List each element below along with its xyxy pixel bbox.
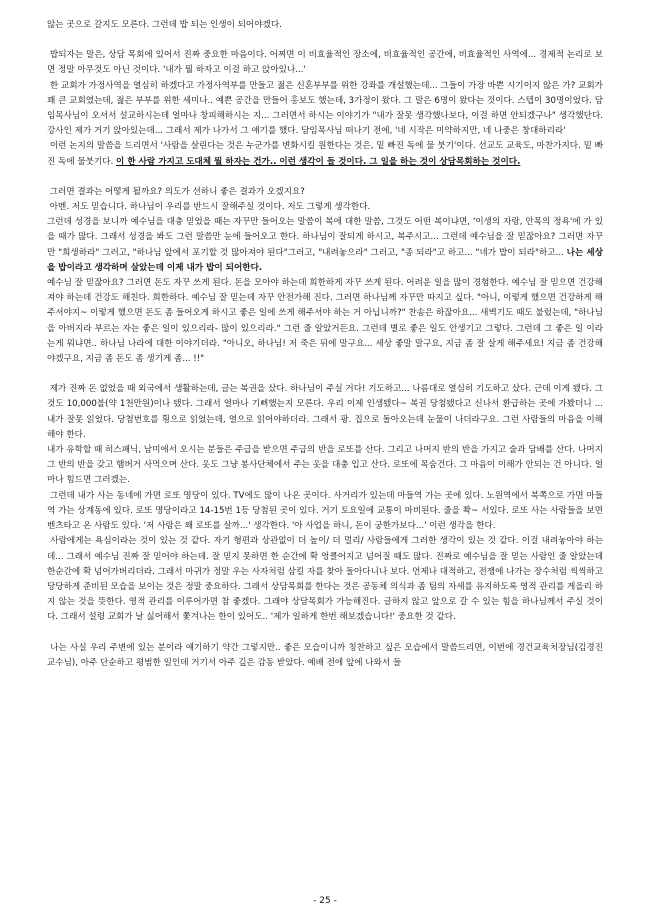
paragraph-4	[47, 185, 603, 200]
paragraph-12	[47, 641, 603, 671]
paragraph-9: 내가 유학할 때 히스패닉, 남미에서 오시는 분들은 주급을 받으면 주급의 반을 로또를 산다. 그리고 나머지 반의 반을 가지고 술과 담배를 산다. 나머지 그 반의 반을 갖고 햄버거 사먹으며 산다. 옷도 그냥 봉사단체에서 주는 옷을 대충 입고 산다. 로또에 목숨건다. 그 마음이 이해가 안되는 건 아니다. 얼마나 힘드면 그러겠는.	[47, 445, 603, 486]
paragraph-6-text: 그런데 성경을 보니까 예수님을 대충 믿었을 때는 자꾸만 들어오는 말씀이 복에 대한 말씀, 그것도 어떤 복이냐면, '이생의 자랑, 안목의 정욕'에 가 있을 때가 많다. 그래서 성경을 봐도 그런 말씀만 눈에 들어오고 한다. 하나님이 잘되게 하시고, 복주시고... 그런데 예수님을 잘 믿잖아요? 그러면 자꾸만 "희생하라" 그러고, "하나님 앞에서 포기할 것 많아져야 된다"그러고, "내려놓으라" 그러고, "종 되라"고 하고... "네가 밥이 되라"하고...	[47, 217, 603, 258]
paragraph-5	[47, 200, 603, 215]
paragraph-8-text: 제가 진짜 돈 없었을 때 외국에서 생활하는데, 글는 복권을 샀다. 하나님이 주실 거다! 기도하고... 나름대로 열심히 기도하고 샀다. 근데 이게 됐다. 그것도 10,000불(약 1천만원)이나 됐다. 그래서 얼마나 기뻐했는지 모른다. 우리 이제 인생됐다~ 복권 당첨됐다고 신나서 환급하는 곳에 가봤더니 ... 내가 잘못 읽었다. 당첨번호를 횡으로 읽었는데, 열으로 읽어야하더라. 그래서 팡. 집으로 돌아오는데 눈물이 나더라구요. 그런 사람들의 마음을 이해해야 한다.	[47, 384, 604, 440]
paragraph-10-text: 그런데 내가 사는 동네에 가면 로또 명당이 있다. TV에도 많이 나온 곳이다. 사거리가 있는데 마들역 가는 곳에 있다. 노원역에서 북쪽으로 가면 마들역 가는 상계동에 있다. 로또 명당이라고 14-15번 1등 당첨된 곳이 있다. 거기 토요일에 교통이 마비된다. 줄을 쫙~ 서있다. 로또 사는 사람들을 보면 벤츠타고 온 사람도 있다. '저 사람은 왜 로또를 살까...' 생각한다. '아 사업을 하니, 돈이 궁한가보다...' 이런 생각을 한다.	[47, 490, 603, 532]
paragraph-11-text: 사람에게는 욕심이라는 것이 있는 것 같다. 자기 형편과 상관없이 더 높이/ 더 멀리/ 사람들에게 그러한 생각이 있는 것 같다. 이걸 내려놓아야 하는데... 그래서 예수님 진짜 잘 믿어야 하는데. 잘 믿지 못하면 한 순간에 확 엉클어지고 넘어질 때도 많다. 진짜로 예수님을 잘 믿는 사람인 줄 알았는데 한순간에 확 넘어가버리더라. 그래서 마귀가 정말 우는 사자처럼 삼킬 자를 찾아 돌아다니나 보다. 언제나 대적하고, 전쟁에 나가는 장수처럼 씩씩하고 당당하게 준비된 모습을 보이는 것은 정말 중요하다. 그래서 상담목회를 한다는 것은 공동체 의식과 좀 팀의 자세를 유지하도록 영적 관리를 게을리 하지 않는 것을 뜻한다. 영적 관리를 이루어가면 참 좋겠다. 그래야 상담목회가 가능해진다. 글하지 않고 앞으로 갈 수 있는 힘을 하나님께서 주실 것이다. 그래서 설령 교회가 날 싫어해서 쫓겨나는 한이 있어도.. '제가 일하게 한번 해보겠습니다!' 중요한 것 같다.	[47, 536, 604, 623]
paragraph-2-text: 한 교회가 가정사역을 열심히 하겠다고 가정사역부를 만들고 젊은 신혼부부를 위한 강좌를 개설했는데... 그들이 가장 바쁜 시기이지 않은 가? 교회가 꽤 큰 교회였는데, 젊은 부부를 위한 세미나.. 예쁜 공간을 만들어 홍보도 했는데, 3가정이 왔다. 그 말은 6명이 왔다는 것이다. 스텝이 30명이었다. 담임목사님이 오셔서 설교하시는데 얼마나 창피해하시는 지... 그러면서 하시는 이야기가 "내가 잘못 생각했나보다, 이걸 하면 안되겠구나" 생각했단다. 강사인 제가 거기 앉아있는데... 그래서 제가 나가서 그 얘기를 했다. 담임목사님 떠나기 전에, '네 시작은 미약하지만, 네 나중은 창대하리라'	[47, 80, 603, 137]
paragraph-0: 않는 곳으로 갈지도 모른다. 그런데 밥 되는 인생이 되어야겠다.	[47, 20, 282, 30]
paragraph-3	[47, 139, 603, 169]
emphasis-underlined: 이 한 사람 가지고 도대체 뭘 하자는 건가.. 이런 생각이 들 것이다. 그 일을 하는 것이 상담목회하는 것이다.	[116, 156, 521, 167]
page-number: - 25 -	[313, 896, 337, 906]
paragraph-12-text: 나는 사실 우리 주변에 있는 분이라 얘기하기 약간 그렇지만.. 좋은 모습이니까 칭찬하고 싶은 모습에서 말씀드리면, 이번에 경건교육처장님(김경진 교수님), 아주 단순하고 평범한 일인데 거기서 아주 깊은 감동 받았다. 예배 전에 앞에 나와서 들	[47, 642, 603, 668]
paragraph-7: 예수님 잘 믿잖아요? 그러면 돈도 자꾸 쓰게 된다. 돈을 모아야 하는데 희한하게 자꾸 쓰게 된다. 어려운 일을 많이 경험한다. 예수님 잘 믿으면 건강해져야 하는데 건강도 해친다. 희한하다. 예수님 잘 믿는데 자꾸 안전가해 진다. 그러면 하나님께 자꾸만 따지고 싶다. "아니, 이렇게 했으면 건강하게 해주셔야지~ 이렇게 했으면 돈도 좀 들어오게 하시고 좋은 일에 쓰게 해주셔야 하는 거 아닙니까?" 찬송은 하잖아요... 새벽기도 때도 불렀는데, "하나님을 아버지라 부르는 자는 좋은 일이 있으리라- 많이 있으리라." 그런 줄 알았거든요. 그런데 별로 좋은 일도 안생기고 그렇다. 그런데 그 좋은 일 이라는게 뭐냐면.. 하나님 나라에 대한 이야기더라. "아니오, 하나님! 저 죽은 뒤에 말구요... 세상 좋말 말구요, 지금 좀 잘 살게 해주세요! 지금 좀 건강해야겠구요, 지금 좀 돈도 좀 생기게 좀... !!"	[47, 278, 603, 365]
paragraph-3-text: 이런 논지의 말씀을 드리면서 '사람을 살린다는 것은 누군가를 변화시킬 원한다는 것은, 밑 빠진 독에 물 붓기'이다. 선교도 교육도, 마찬가지다. 밑 빠진 독에 물붓기다.	[47, 141, 604, 167]
paragraph-1-text: 밥되자는 말은, 상담 목회에 있어서 진짜 중요한 마음이다. 어찌면 이 비효율적인 장소에, 비효율적인 공간에, 비효율적인 사역에... 경제적 논리로 보면 정말 아무것도 아닌 것이다. '내가 뭘 하자고 이걸 하고 앉아있나...'	[47, 50, 603, 76]
paragraph-6	[47, 215, 603, 276]
paragraph-11	[47, 534, 603, 625]
paragraph-4-text: 그러면 결과는 어떻게 될까요? 의도가 선하니 좋은 결과가 오겠지요?	[49, 186, 305, 197]
paragraph-10	[47, 489, 603, 535]
paragraph-8	[47, 382, 603, 443]
paragraph-5-text: 아멘. 저도 믿습니다. 하나님이 우리를 반드시 잘해주실 것이다. 저도 그렇게 생각한다.	[49, 202, 371, 213]
emphasis-bold: 나는 세상을 밥이라고 생각하며 살았는데 이제 내가 밥이 되어한다.	[47, 247, 603, 273]
paragraph-1	[47, 48, 603, 78]
paragraph-2	[47, 79, 603, 140]
